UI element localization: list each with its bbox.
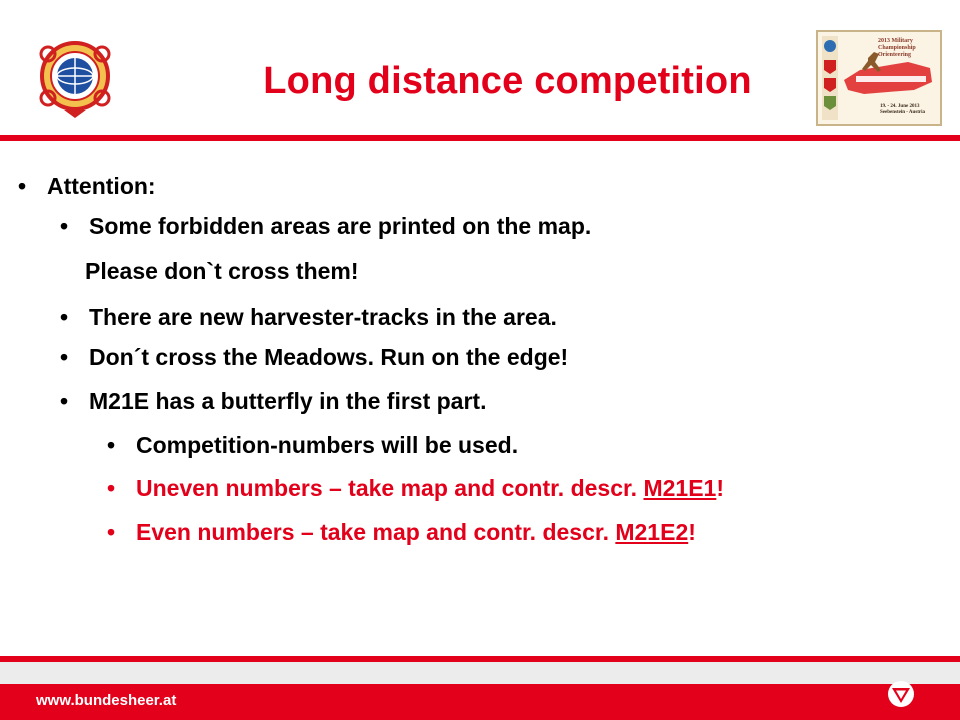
- bullet-text-end: !: [688, 519, 696, 545]
- bullet-icon: •: [107, 519, 116, 545]
- sub-bullet-competition-numbers: [107, 432, 519, 459]
- bullet-icon: •: [60, 213, 69, 239]
- bullet-icon: •: [107, 432, 116, 458]
- map-code-link-m21e2[interactable]: M21E2: [615, 519, 689, 545]
- bullet-text-end: !: [716, 475, 725, 501]
- bullet-text: Some forbidden areas are printed on the map.: [89, 213, 592, 239]
- bullet-line-attention: [18, 173, 156, 200]
- map-code-link-m21e1[interactable]: M21E1: [643, 475, 717, 501]
- championship-logo: [816, 30, 942, 126]
- bullet-line-meadows: [60, 344, 569, 371]
- bullet-text: Even numbers – take map and contr. descr.: [136, 519, 616, 545]
- championship-logo-line-2: Orienteering: [878, 52, 911, 58]
- bullet-icon: •: [60, 344, 69, 370]
- championship-logo-line-1: 2013 Military Championship: [878, 38, 916, 51]
- bullet-text: Uneven numbers – take map and contr. descr.: [136, 475, 644, 501]
- bullet-text: M21E has a butterfly in the first part.: [89, 388, 487, 414]
- bullet-line-butterfly: [60, 388, 487, 415]
- bullet-icon: •: [107, 475, 116, 501]
- bullet-line-harvester-tracks: [60, 304, 557, 331]
- bullet-text: Please don`t cross them!: [85, 258, 359, 284]
- footer-band: [0, 662, 960, 684]
- continuation-line-dont-cross: [85, 258, 359, 285]
- championship-logo-line-3: 19. - 24. June 2013: [880, 104, 920, 109]
- header-divider: [0, 135, 960, 141]
- championship-logo-line-4: Seebenstein - Austria: [880, 110, 925, 115]
- bullet-text: Don´t cross the Meadows. Run on the edge!: [89, 344, 569, 370]
- bullet-text: Attention:: [47, 173, 156, 199]
- bullet-icon: •: [60, 388, 69, 414]
- bullet-text: Competition-numbers will be used.: [136, 432, 519, 458]
- bullet-icon: •: [18, 173, 27, 199]
- page-title: Long distance competition: [263, 60, 752, 102]
- sub-bullet-uneven-numbers: [107, 475, 725, 502]
- bullet-text: There are new harvester-tracks in the area.: [89, 304, 557, 330]
- sub-bullet-even-numbers: [107, 519, 696, 546]
- bundesheer-logo-icon: [886, 679, 916, 709]
- bullet-line-forbidden-areas: [60, 213, 592, 240]
- bullet-icon: •: [60, 304, 69, 330]
- footer-url-link[interactable]: www.bundesheer.at: [36, 692, 177, 709]
